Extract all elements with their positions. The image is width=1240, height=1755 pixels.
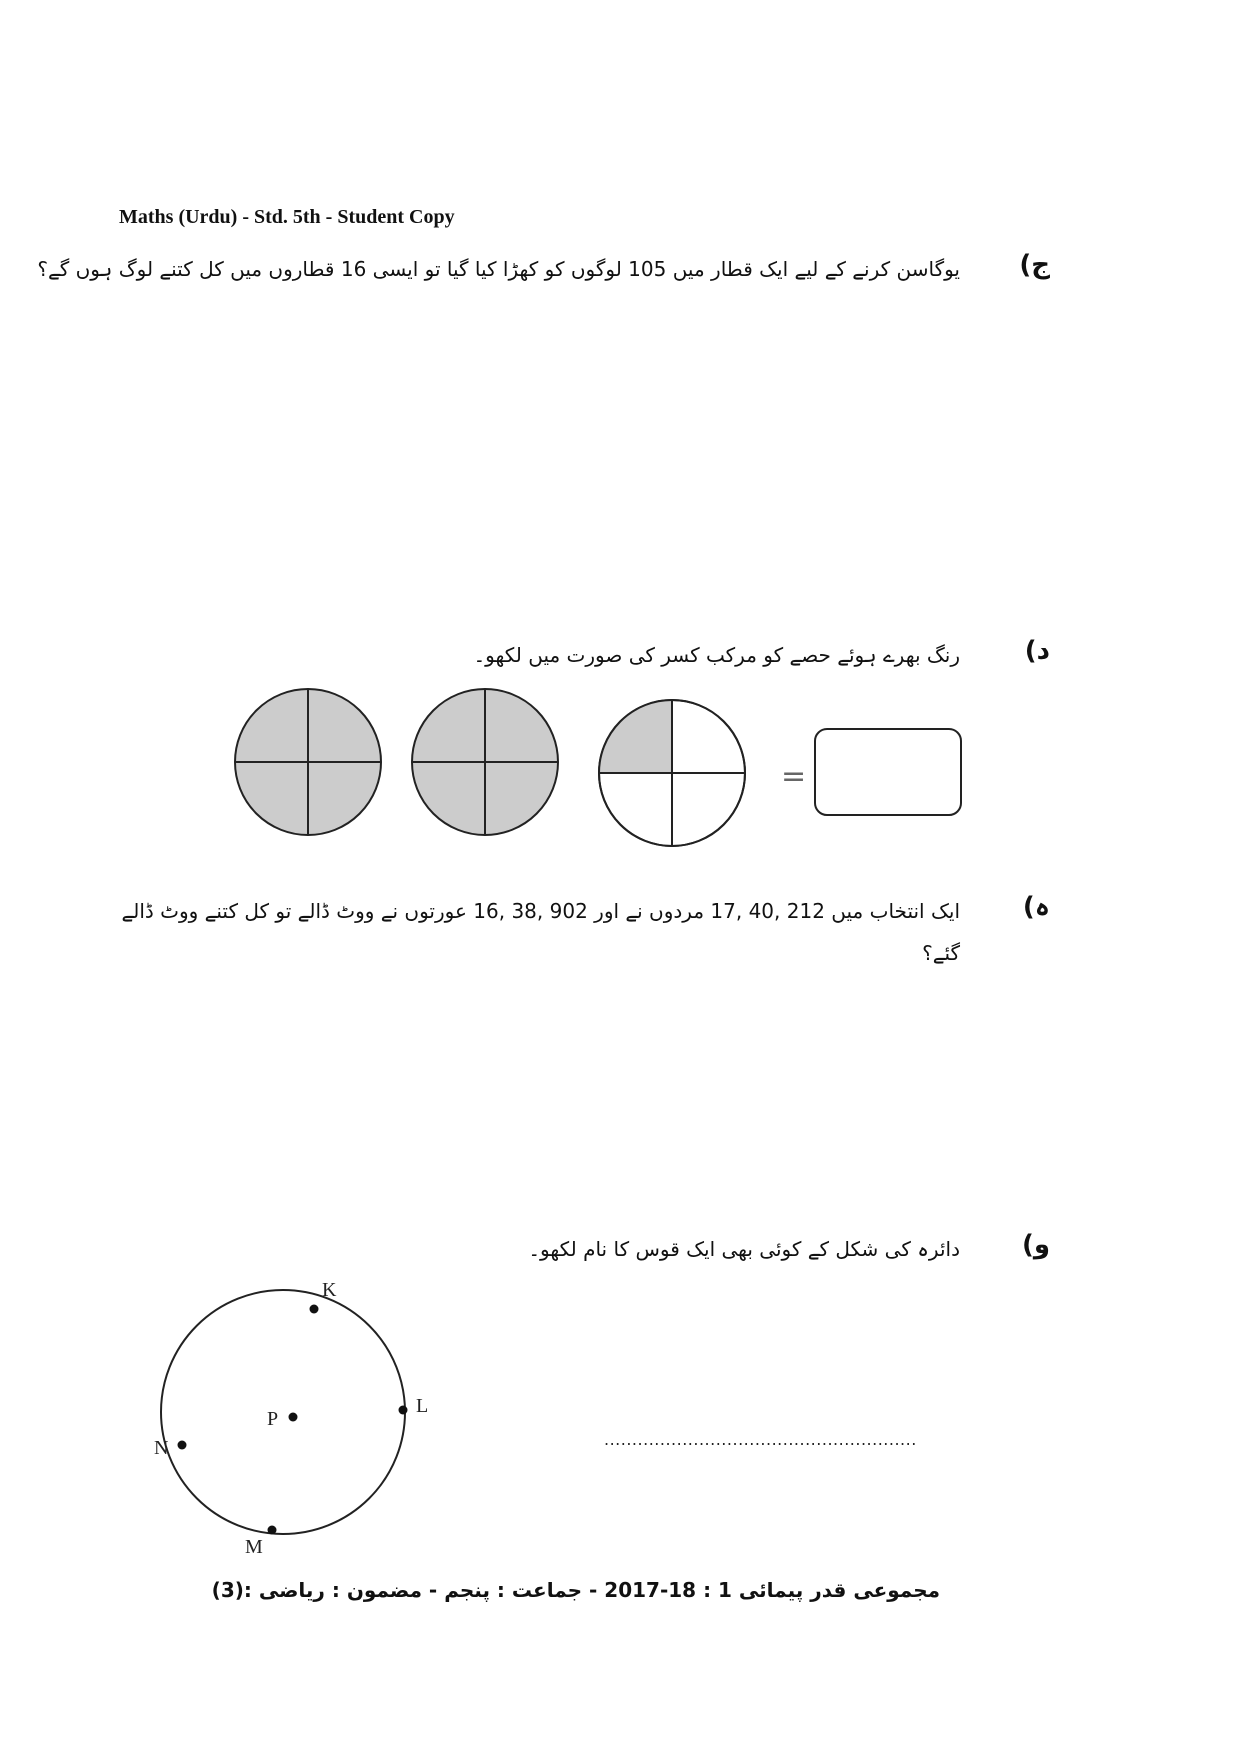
question-number-heh: ہ) bbox=[1022, 892, 1050, 922]
point-k-label: K bbox=[322, 1279, 337, 1301]
point-l-label: L bbox=[416, 1395, 429, 1417]
circle-outline bbox=[161, 1290, 405, 1534]
point-k bbox=[310, 1305, 319, 1314]
center-label: P bbox=[267, 1408, 279, 1430]
question-text-heh: ایک انتخاب میں 212 ,40 ,17 مردوں نے اور 902 ,38 ,16 عورتوں نے ووٹ ڈالے تو کل کتنے ووٹ ڈالے گئے؟ bbox=[121, 899, 960, 965]
page-footer: مجموعی قدر پیمائی 1 : 18-2017 - جماعت : پنجم - مضمون : ریاضی :(3) bbox=[211, 1578, 940, 1602]
equals-sign: = bbox=[781, 759, 807, 794]
question-number-waw: و) bbox=[1021, 1230, 1050, 1260]
point-l bbox=[399, 1406, 408, 1415]
answer-line[interactable]: ........................................................ bbox=[604, 1430, 917, 1449]
point-m bbox=[268, 1526, 277, 1535]
question-text-dal: رنگ بھرے ہوئے حصے کو مرکب کسر کی صورت میں لکھو۔ bbox=[473, 643, 960, 667]
page-header: Maths (Urdu) - Std. 5th - Student Copy bbox=[119, 206, 455, 228]
question-number-dal: د) bbox=[1024, 636, 1050, 666]
question-text-jeem: یوگاسن کرنے کے لیے ایک قطار میں 105 لوگوں کو کھڑا کیا گیا تو ایسی 16 قطاروں میں کل کتنے لوگ ہوں گے؟ bbox=[37, 257, 960, 281]
question-number-jeem: ج) bbox=[1019, 250, 1050, 280]
center-point bbox=[289, 1413, 298, 1422]
question-text-waw: دائرہ کی شکل کے کوئی بھی ایک قوس کا نام لکھو۔ bbox=[528, 1237, 960, 1261]
point-m-label: M bbox=[245, 1536, 263, 1558]
point-n-label: N bbox=[154, 1437, 169, 1459]
point-n bbox=[178, 1441, 187, 1450]
